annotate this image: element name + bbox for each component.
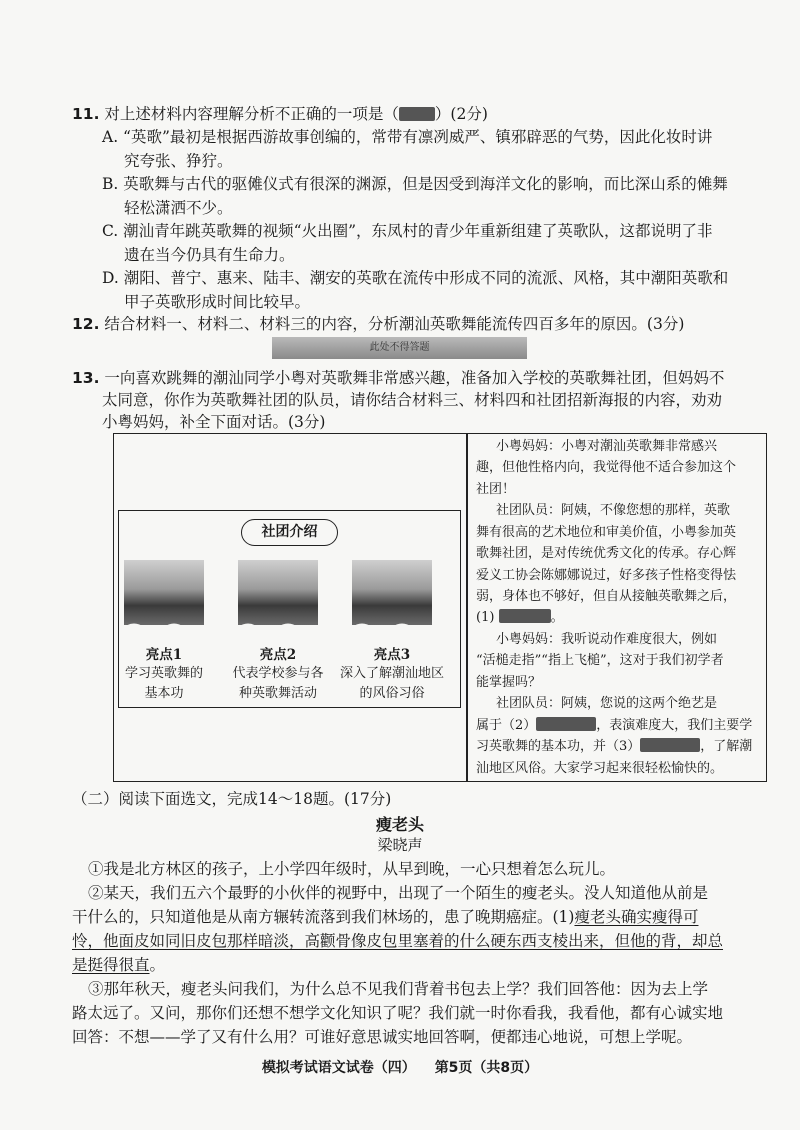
passage-para-2-line2	[72, 905, 772, 929]
dialogue-line-10: 小粤妈妈：我听说动作难度很大，例如	[496, 632, 718, 647]
page-footer	[0, 1057, 800, 1077]
q11-stem-text: 对上述材料内容理解分析不正确的一项是（	[104, 105, 399, 123]
q12-text: 结合材料一、材料二、材料三的内容，分析潮汕英歌舞能流传四百多年的原因。(3分)	[104, 315, 685, 333]
dialogue-line-7: 爱义工协会陈娜娜说过，好多孩子性格变得怯	[476, 568, 737, 583]
q11-option-c-line1: C. 潮汕青年跳英歌舞的视频“火出圈”，东凤村的青少年重新组建了英歌队，这都说明了非	[102, 222, 713, 240]
q11-option-a-line2: 究夸张、狰狞。	[124, 152, 233, 170]
blank-1-end: 。	[550, 610, 564, 625]
box-divider	[466, 433, 468, 782]
passage-para-2-line1: ②某天，我们五六个最野的小伙伴的视野中，出现了一个陌生的瘦老头。没人知道他从前是	[88, 884, 709, 902]
poster-photo-1	[124, 560, 204, 625]
poster-title: 社团介绍	[241, 519, 338, 546]
dialogue-line-14	[476, 715, 762, 737]
dialogue-line-15	[476, 736, 762, 758]
passage-para-2-line3	[72, 929, 772, 953]
poster-photo-3	[352, 560, 432, 625]
q11-option-b-line1: B. 英歌舞与古代的驱傩仪式有很深的渊源，但是因受到海洋文化的影响，而比深山系的傩舞	[102, 175, 728, 193]
dialogue-line-13: 社团队员：阿姨，您说的这两个绝艺是	[496, 696, 718, 711]
q13-number: 13.	[72, 369, 100, 387]
q13-stem-line1	[72, 367, 778, 389]
redacted-blank-3	[640, 738, 700, 752]
wave-divider-3	[352, 620, 432, 634]
dialogue-line-6: 歌舞社团，是对传统优秀文化的传承。存心辉	[476, 546, 737, 561]
footer-page-number: 第5页（共8页）	[434, 1060, 539, 1076]
wave-divider-1	[124, 620, 204, 634]
dialogue-line-16: 汕地区风俗。大家学习起来很轻松愉快的。	[476, 761, 724, 776]
passage-para-3-line1: ③那年秋天，瘦老头问我们，为什么总不见我们背着书包去上学？我们回答他：因为去上学	[88, 980, 709, 998]
passage-author: 梁晓声	[377, 836, 423, 854]
blank-1-label: (1)	[476, 610, 495, 625]
q11-option-d-line1: D. 潮阳、普宁、惠来、陆丰、潮安的英歌在流传中形成不同的流派、风格，其中潮阳英歌和	[102, 269, 729, 287]
q11-option-d-line2: 甲子英歌形成时间比较早。	[124, 293, 311, 311]
q11-option-c-line2: 遗在当今仍具有生命力。	[124, 246, 295, 264]
passage-para-2-line4	[72, 953, 772, 977]
highlight-3-label: 亮点3	[373, 647, 411, 663]
q13-stem-line3: 小粤妈妈，补全下面对话。(3分)	[102, 413, 326, 431]
dialogue-line-8: 弱，身体也不够好，但自从接触英歌舞之后，	[476, 589, 737, 604]
highlight-1-desc2: 基本功	[144, 686, 184, 701]
highlight-2-desc2: 种英歌舞活动	[238, 686, 317, 701]
passage-para-3-line2: 路太远了。又问，那你们还想不想学文化知识了呢？我们就一时你看我，我看他，都有心诚实地	[72, 1004, 724, 1022]
redacted-blank-1	[499, 609, 551, 623]
para2-end: 。	[149, 956, 166, 974]
blank-2-label: 属于（2）	[476, 718, 537, 733]
dialogue-line-11: “活槌走指”“指上飞槌”，这对于我们初学者	[476, 653, 724, 668]
q11-stem	[72, 103, 488, 125]
no-answer-banner: 此处不得答题	[272, 337, 527, 359]
blank-3-end: ，了解潮	[700, 739, 753, 754]
highlight-2-label: 亮点2	[259, 647, 297, 663]
dialogue-line-12: 能掌握吗？	[476, 675, 542, 690]
highlight-3-desc2: 的风俗习俗	[359, 686, 425, 701]
dialogue-line-3: 社团！	[476, 482, 516, 497]
highlight-3-desc1: 深入了解潮汕地区	[339, 666, 444, 681]
blank-2-end: ，表演难度大，我们主要学	[596, 718, 753, 733]
q11-stem-end: ）(2分)	[434, 105, 488, 123]
underlined-sentence-part1: 瘦老头确实瘦得可	[574, 908, 699, 926]
passage-para-3-line3: 回答：不想——学了又有什么用？可谁好意思诚实地回答啊，便都违心地说，可想上学呢。	[72, 1028, 693, 1046]
blank-3-label: 习英歌舞的基本功，并（3）	[476, 739, 641, 754]
wave-divider-2	[238, 620, 318, 634]
dialogue-line-4: 社团队员：阿姨，不像您想的那样，英歌	[496, 503, 731, 518]
dialogue-line-5: 舞有很高的艺术地位和审美价值，小粤参加英	[476, 525, 737, 540]
highlight-2-desc1: 代表学校参与各	[232, 666, 324, 681]
passage-title: 瘦老头	[375, 815, 424, 834]
underlined-sentence-part3: 是挺得很直	[72, 956, 150, 974]
redacted-answer	[399, 107, 435, 121]
q12-number: 12.	[72, 315, 100, 333]
q11-number: 11.	[72, 105, 100, 123]
highlight-1-label: 亮点1	[145, 647, 183, 663]
q11-option-b-line2: 轻松潇洒不少。	[124, 199, 233, 217]
q13-line1: 一向喜欢跳舞的潮汕同学小粤对英歌舞非常感兴趣，准备加入学校的英歌舞社团，但妈妈不	[104, 369, 725, 387]
q13-stem-line2: 太同意，你作为英歌舞社团的队员，请你结合材料三、材料四和社团招新海报的内容，劝劝	[102, 391, 723, 409]
highlight-1-desc1: 学习英歌舞的	[124, 666, 203, 681]
dialogue-line-9	[476, 607, 762, 629]
dialogue-line-2: 趣，但他性格内向，我觉得他不适合参加这个	[476, 460, 737, 475]
q12-stem	[72, 313, 684, 335]
redacted-blank-2	[536, 717, 596, 731]
para2-text: 干什么的，只知道他是从南方辗转流落到我们林场的，患了晚期癌症。(1)	[72, 908, 575, 926]
passage-para-1: ①我是北方林区的孩子，上小学四年级时，从早到晚，一心只想着怎么玩儿。	[88, 860, 616, 878]
dialogue-line-1: 小粤妈妈：小粤对潮汕英歌舞非常感兴	[496, 439, 718, 454]
underlined-sentence-part2: 怜，他面皮如同旧皮包那样暗淡，高颧骨像皮包里塞着的什么硬东西支棱出来，但他的背，却总	[72, 932, 724, 950]
section2-header: （二）阅读下面选文，完成14～18题。(17分)	[72, 790, 392, 808]
poster-photo-2	[238, 560, 318, 625]
footer-exam-title: 模拟考试语文试卷（四）	[261, 1060, 416, 1076]
q11-option-a-line1: A. “英歌”最初是根据西游故事创编的，常带有凛冽威严、镇邪辟恶的气势，因此化妆时讲	[102, 128, 713, 146]
